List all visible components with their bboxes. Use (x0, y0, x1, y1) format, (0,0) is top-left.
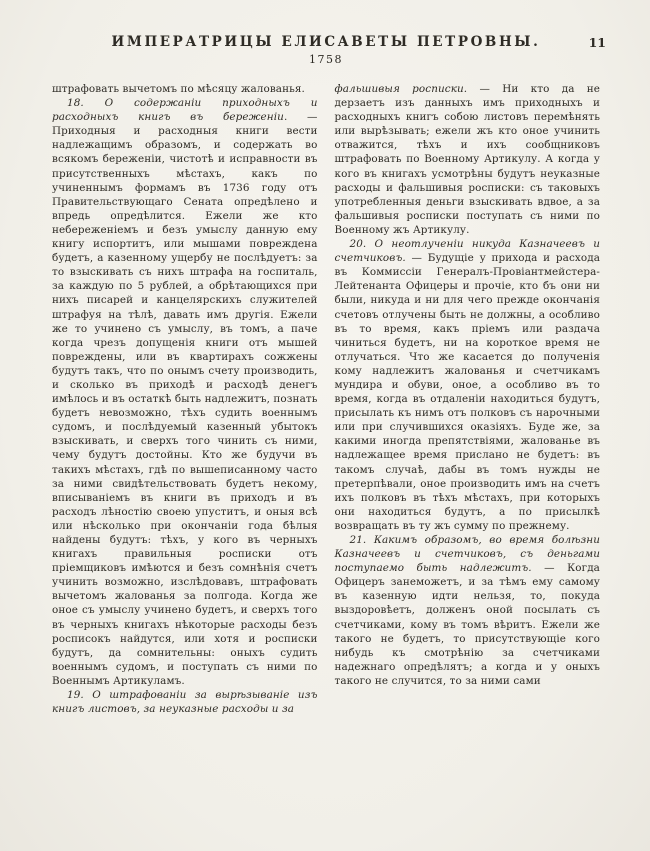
header-year: 1758 (309, 53, 343, 66)
body-text: — Приходныя и расходныя книги вести надлежащимъ образомъ, и содержать во всякомъ береженіи, чистотѣ и исправности въ присутственныхъ мѣстахъ, какъ по учиненнымъ формамъ въ 1736 году отъ Правительствующаго Сената опредѣлено и впредь опредѣлится. Ежели же кто небереженіемъ и безъ умыслу данную ему книгу испортитъ, или мышами повреждена будетъ, а казенному ущербу не послѣдуетъ: за то взыскивать съ нихъ штрафа на госпиталь, за каждую по 5 рублей, а обрѣтающихся при нихъ писарей и канцелярскихъ служителей штрафуя на тѣлѣ, давать имъ другія. Ежели же то учинено съ умыслу, въ томъ, а паче когда чрезъ допущенія книги отъ мышей повреждены, или въ квартирахъ сожжены будутъ такъ, что по онымъ счету производить, и сколько въ приходѣ и расходѣ денегъ имѣлось и въ остаткѣ быть надлежитъ, познать будетъ невозможно, тѣхъ судить военнымъ судомъ, и послѣдуемый казенный убытокъ взыскивать, и сверхъ того чинить съ ними, чему будутъ достойны. Кто же будучи въ такихъ мѣстахъ, гдѣ по вышеписанному часто за ними свидѣтельствовать будетъ некому, вписываніемъ въ книги въ приходъ и въ расходъ лѣностію своею упуститъ, и оныя всѣ или нѣсколько при окончаніи года бѣлыя найдены будутъ: тѣхъ, у кого въ черныхъ книгахъ правильныя росписки отъ пріемщиковъ имѣются и безъ сомнѣнія счетъ учинить возможно, изслѣдовавъ, штрафовать вычетомъ жалованья за полгода. Когда же оное съ умыслу учинено будетъ, и сверхъ того въ черныхъ книгахъ нѣкоторые расходы безъ росписокъ найдутся, или хотя и росписки будутъ, да сомнительны: оныхъ судить военнымъ судомъ, и поступать съ ними по Военнымъ Артикуламъ. (52, 111, 318, 687)
paragraph (335, 82, 601, 237)
running-title: ИМПЕРАТРИЦЫ ЕЛИСАВЕТЫ ПЕТРОВНЫ. (111, 34, 541, 50)
right-column (335, 82, 601, 716)
section-heading: 20. О неотлученіи никуда Казначеевъ и счетчиковъ. (334, 238, 600, 265)
paragraph (52, 96, 318, 688)
paragraph (52, 82, 318, 96)
section-heading: 19. О штрафованіи за вырѣзываніе изъ книгъ листовъ, за неуказные расходы и за (52, 689, 318, 716)
paragraph (335, 237, 601, 533)
page-number: 11 (588, 35, 606, 50)
body-text: штрафовать вычетомъ по мѣсяцу жалованья. (52, 83, 305, 95)
section-heading: фальшивыя росписки. (334, 83, 468, 95)
page-header (52, 34, 606, 66)
text-columns (52, 82, 600, 716)
paragraph (52, 688, 318, 716)
left-column (52, 82, 318, 716)
paragraph (335, 533, 601, 688)
body-text: — Будущіе у прихода и расхода въ Коммиссіи Генералъ-Провіантмейстера-Лейтенанта Офицеры и прочіе, кто бъ они ни были, никуда и ни для чего прежде окончанія счетовъ отлучены быть не должны, а особливо въ то время, какъ пріемъ или раздача чиниться будетъ, ни на короткое время не отлучаться. Что же касается до полученія кому надлежитъ жалованья и счетчикамъ мундира и обуви, оное, а особливо въ то время, когда въ отдаленіи находиться будутъ, присылать къ нимъ отъ полковъ съ нарочными или при случившихся оказіяхъ. Буде же, за какими иногда препятствіями, жалованье въ надлежащее время прислано не будетъ: въ такомъ случаѣ, дабы въ томъ нужды не претерпѣвали, оное производить имъ на счетъ ихъ полковъ въ тѣхъ мѣстахъ, при которыхъ они находиться будутъ, а по присылкѣ возвращать въ ту жъ сумму по прежнему. (334, 252, 600, 532)
body-text: — Когда Офицеръ занеможетъ, и за тѣмъ ему самому въ казенную идти нельзя, то, покуда выздоровѣетъ, долженъ оной посылать съ счетчиками, кому въ томъ вѣритъ. Ежели же такого не будетъ, то присутствующіе кого нибудь къ смотрѣнію за счетчиками надежнаго опредѣлятъ; а когда и у оныхъ такого не случится, то за ними сами (334, 562, 600, 687)
section-heading: 21. Какимъ образомъ, во время болѣзни Казначеевъ и счетчиковъ, съ деньгами поступаемо быть надлежитъ. (334, 534, 600, 575)
body-text: — Ни кто да не дерзаетъ изъ данныхъ имъ приходныхъ и расходныхъ книгъ собою листовъ перемѣнять или вырѣзывать; ежели жъ кто оное учинить отважится, тѣхъ и ихъ сообщниковъ штрафовать по Военному Артикулу. А когда у кого въ книгахъ усмотрѣны будутъ неуказные расходы и фальшивыя росписки: съ таковыхъ употребленныя деньги взыскивать вдвое, а за фальшивыя росписки поступать съ ними по Военному жъ Артикулу. (334, 83, 601, 236)
section-heading: 18. О содержаніи приходныхъ и расходныхъ книгъ въ береженіи. (52, 97, 318, 124)
